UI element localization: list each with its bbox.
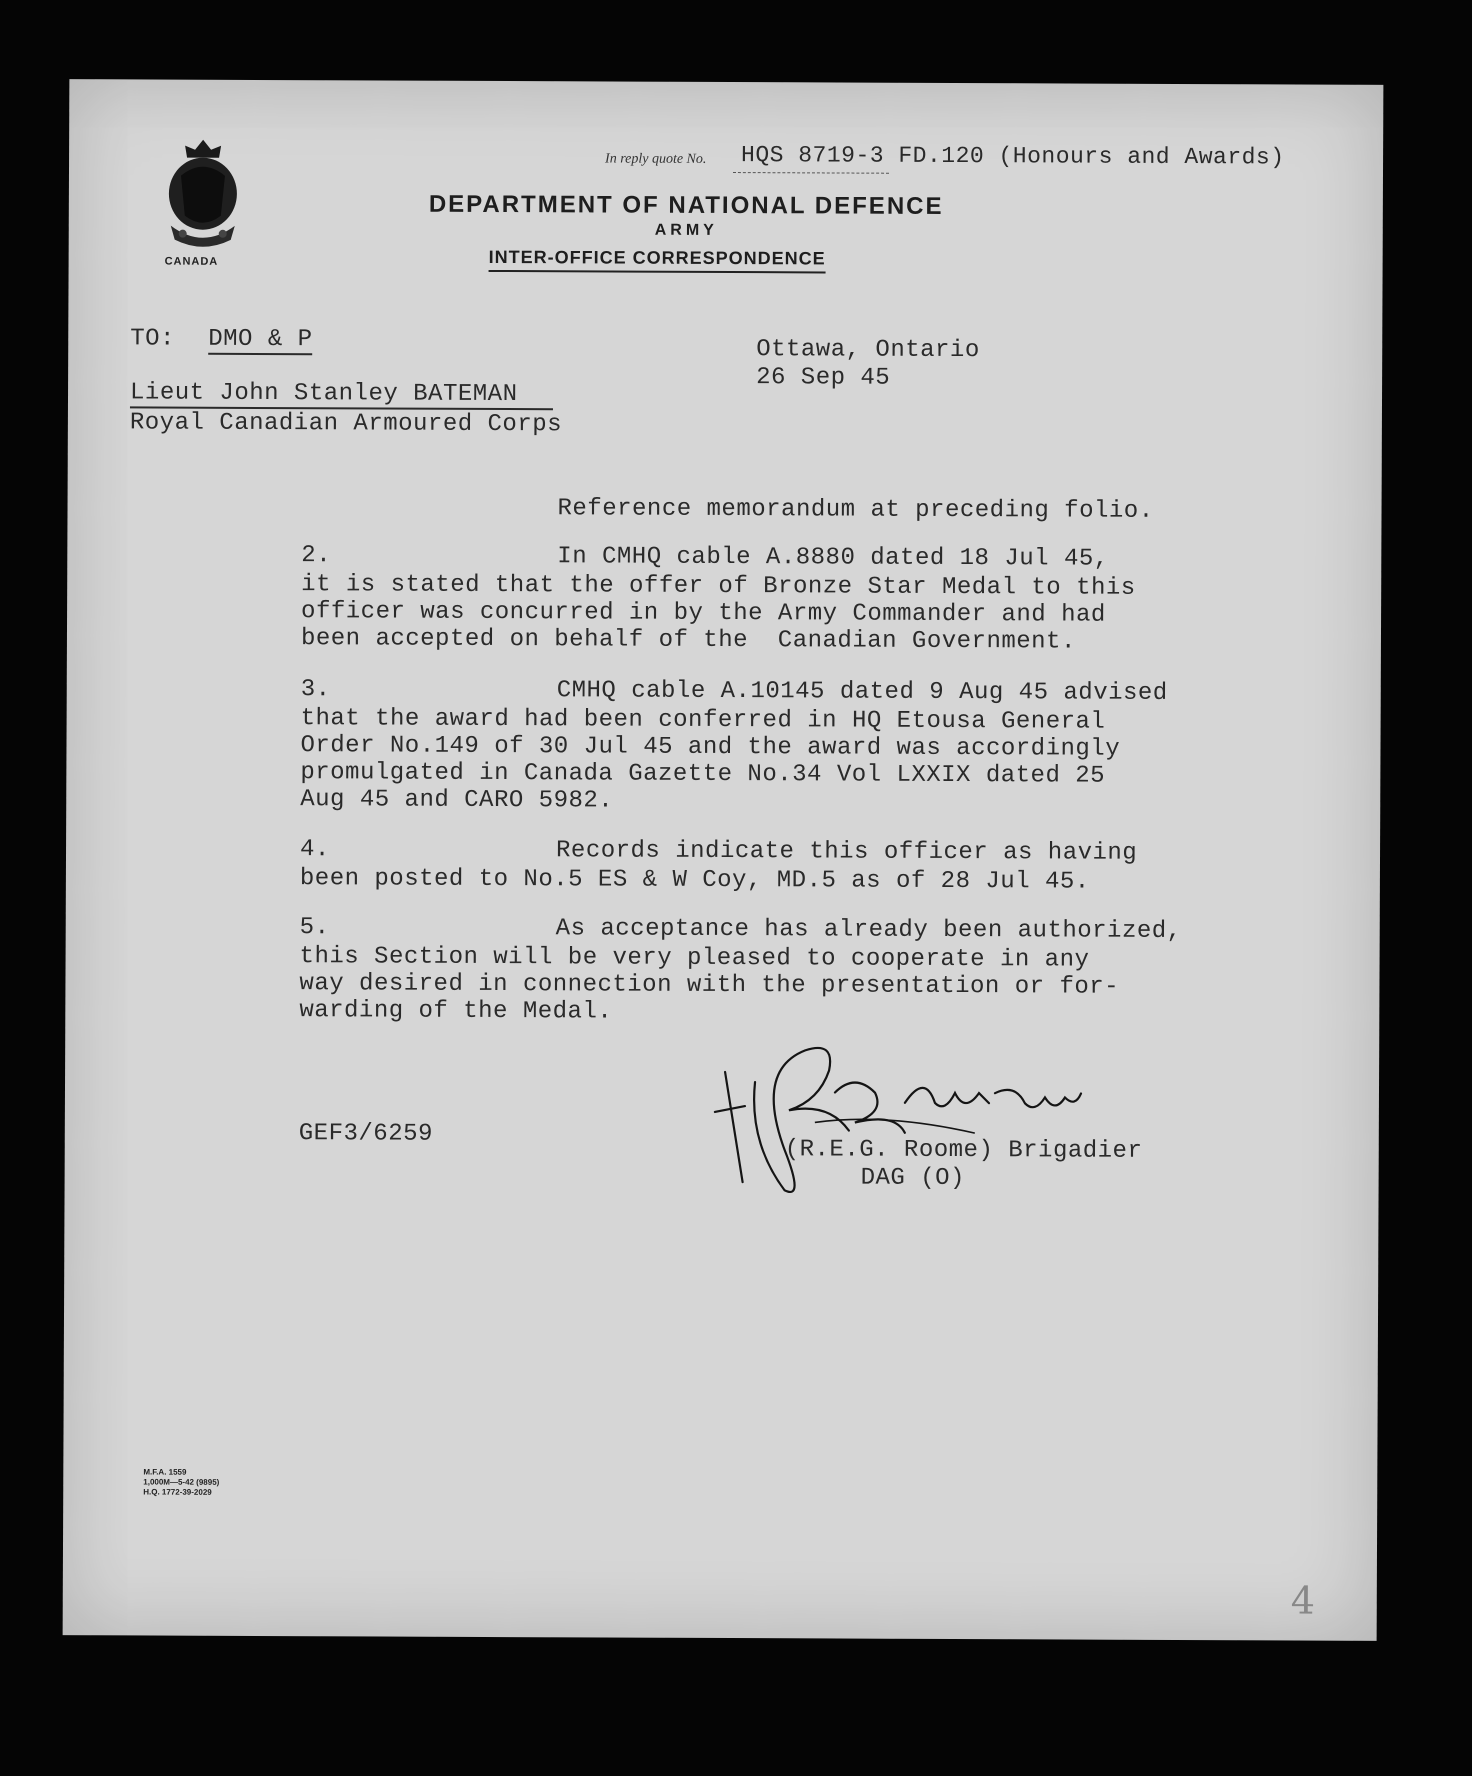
paragraph-line: Aug 45 and CARO 5982.: [300, 786, 614, 815]
paragraph-line: this Section will be very pleased to cooperate in any: [299, 943, 1090, 974]
paragraph-line: officer was concurred in by the Army Commander and had: [301, 598, 1106, 629]
date: 26 Sep 45: [756, 364, 891, 392]
paragraph-4: [300, 836, 1290, 896]
handwritten-signature: [695, 1032, 1116, 1204]
to-label: TO:: [130, 325, 176, 353]
paragraph-line: been posted to No.5 ES & W Coy, MD.5 as of 28 Jul 45.: [299, 865, 1090, 896]
subject-unit: Royal Canadian Armoured Corps: [129, 409, 563, 439]
paragraph-number: 4.: [299, 836, 330, 864]
paragraph-line: promulgated in Canada Gazette No.34 Vol LXXIX dated 25: [300, 759, 1106, 790]
reference-code: GEF3/6259: [298, 1120, 433, 1148]
form-footer: [143, 1467, 219, 1497]
paragraph-line: that the award had been conferred in HQ Etousa General: [300, 705, 1106, 736]
print-line: 1,000M—5-42 (9895): [143, 1477, 220, 1487]
paragraph-line: Records indicate this officer as having: [555, 837, 1138, 867]
paragraph-line: In CMHQ cable A.8880 dated 18 Jul 45,: [557, 543, 1109, 573]
paragraph-3: [300, 676, 1291, 817]
addressee: DMO & P: [208, 325, 313, 354]
department-heading: DEPARTMENT OF NATIONAL DEFENCE: [428, 190, 944, 220]
coat-of-arms-icon: [153, 136, 254, 256]
paragraph-number: 2.: [301, 542, 332, 570]
subject-name: Lieut John Stanley BATEMAN: [130, 379, 554, 410]
paragraph-line: As acceptance has already been authorized,: [555, 915, 1182, 946]
paragraph-line: it is stated that the offer of Bronze Star Medal to this: [301, 571, 1136, 602]
paragraph-2: [301, 542, 1291, 656]
place: Ottawa, Ontario: [756, 336, 980, 365]
paragraph-1: Reference memorandum at preceding folio.: [557, 495, 1154, 525]
paragraph-line: CMHQ cable A.10145 dated 9 Aug 45 advised: [556, 677, 1168, 707]
document-type: INTER-OFFICE CORRESPONDENCE: [489, 247, 826, 273]
form-number: M.F.A. 1559: [143, 1467, 187, 1477]
paragraph-number: 3.: [300, 676, 331, 704]
paragraph-line: way desired in connection with the presentation or for-: [299, 970, 1120, 1001]
signature-title: DAG (O): [860, 1164, 965, 1193]
paragraph-line: warding of the Medal.: [299, 997, 613, 1026]
page-number: 4: [1290, 1578, 1316, 1623]
typed-signature-name: (R.E.G. Roome) Brigadier: [784, 1136, 1143, 1165]
crest-caption: CANADA: [164, 255, 219, 268]
hq-line: H.Q. 1772-39-2029: [143, 1487, 212, 1497]
branch-heading: ARMY: [654, 221, 718, 239]
paragraph-line: been accepted on behalf of the Canadian Government.: [300, 625, 1076, 656]
paragraph-line: Order No.149 of 30 Jul 45 and the award was accordingly: [300, 732, 1121, 763]
document-page: [63, 79, 1384, 1641]
reply-underline: [733, 172, 889, 174]
reply-number: HQS 8719-3 FD.120 (Honours and Awards): [741, 142, 1285, 171]
paragraph-number: 5.: [299, 914, 330, 942]
reply-quote-label: In reply quote No.: [605, 151, 707, 167]
paragraph-5: [299, 914, 1289, 1028]
